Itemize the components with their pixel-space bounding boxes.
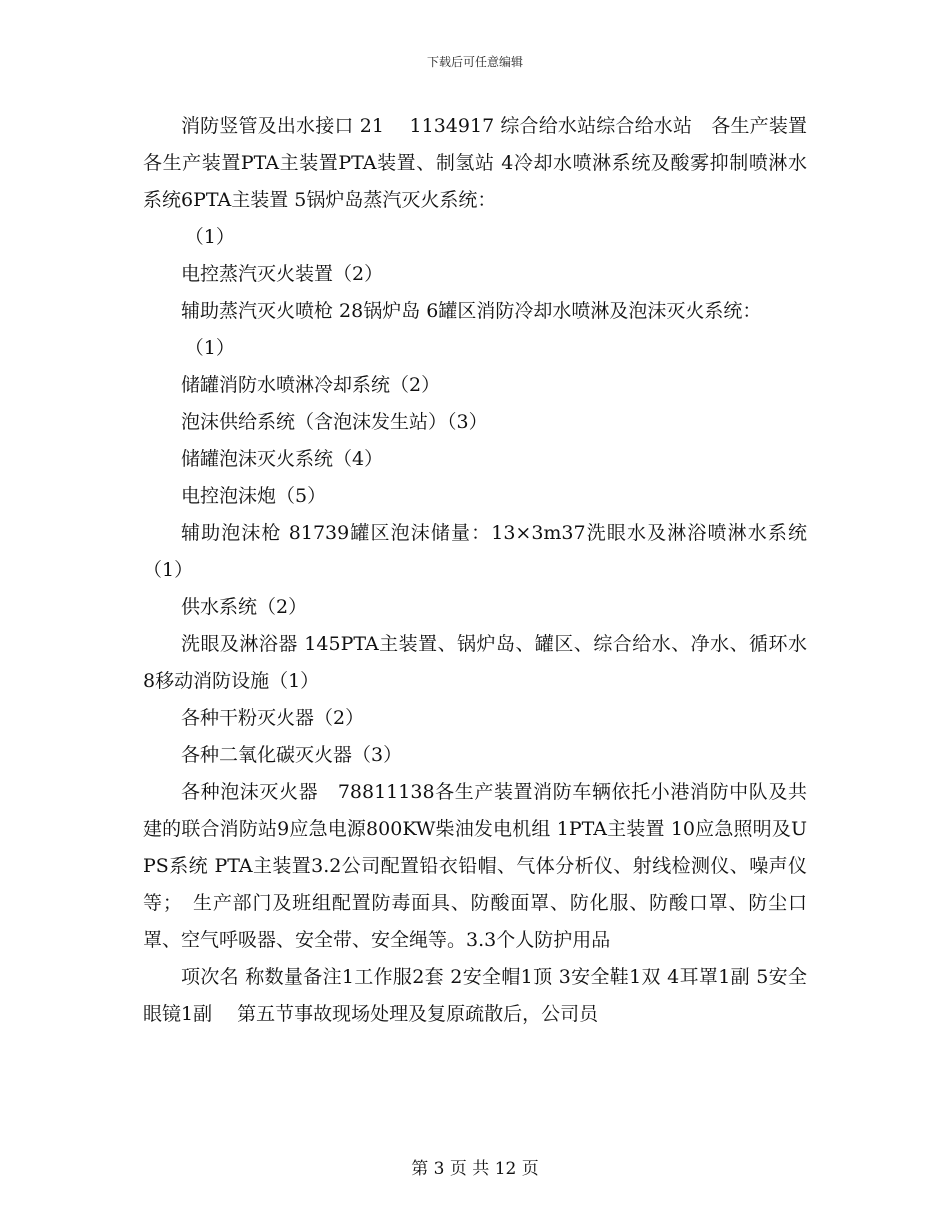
paragraph-ppe-list: 项次名 称数量备注1工作服2套 2安全帽1顶 3安全鞋1双 4耳罩1副 5安全眼镜1副 第五节事故现场处理及复原疏散后，公司员 <box>143 966 807 1025</box>
paragraph-foam-cannon: 电控泡沫炮（5） <box>181 485 327 507</box>
page-header-note: 下载后可任意编辑 <box>426 55 523 69</box>
page-number: 第 3 页 共 12 页 <box>411 1159 539 1179</box>
paragraph-fire-standpipe: 消防竖管及出水接口 21 1134917 综合给水站综合给水站 各生产装置各生产装置PTA主装置PTA装置、制氢站 4冷却水喷淋系统及酸雾抑制喷淋水系统6PTA主装置 5锅炉岛蒸汽灭火系统： <box>143 115 807 211</box>
paragraph-tank-spray: 储罐消防水喷淋冷却系统（2） <box>181 374 441 396</box>
paragraph-aux-foam: 辅助泡沫枪 81739罐区泡沫储量：13×3m37洗眼水及淋浴喷淋水系统（1） <box>143 522 807 581</box>
paragraph-aux-steam: 辅助蒸汽灭火喷枪 28锅炉岛 6罐区消防冷却水喷淋及泡沫灭火系统： <box>181 300 762 322</box>
document-body <box>143 108 807 1033</box>
paragraph-item-1b: （1） <box>184 337 235 359</box>
paragraph-tank-foam: 储罐泡沫灭火系统（4） <box>181 448 384 470</box>
paragraph-foam-extinguisher: 各种泡沫灭火器 78811138各生产装置消防车辆依托小港消防中队及共建的联合消防站9应急电源800KW柴油发电机组 1PTA主装置 10应急照明及UPS系统 PTA主装置3.2公司配置铅衣铅帽、气体分析仪、射线检测仪、噪声仪等； 生产部门及班组配置防毒面具、防酸面罩、防化服、防酸口罩、防尘口罩、空气呼吸器、安全带、安全绳等。3.3个人防护用品 <box>143 781 807 951</box>
paragraph-item-1: （1） <box>184 226 235 248</box>
paragraph-electric-steam: 电控蒸汽灭火装置（2） <box>181 263 384 285</box>
paragraph-eyewash: 洗眼及淋浴器 145PTA主装置、锅炉岛、罐区、综合给水、净水、循环水 8移动消防设施（1） <box>143 633 807 692</box>
paragraph-water-supply: 供水系统（2） <box>181 596 308 618</box>
paragraph-co2: 各种二氧化碳灭火器（3） <box>181 744 403 766</box>
paragraph-dry-powder: 各种干粉灭火器（2） <box>181 707 365 729</box>
paragraph-foam-supply: 泡沫供给系统（含泡沫发生站）（3） <box>181 411 488 433</box>
